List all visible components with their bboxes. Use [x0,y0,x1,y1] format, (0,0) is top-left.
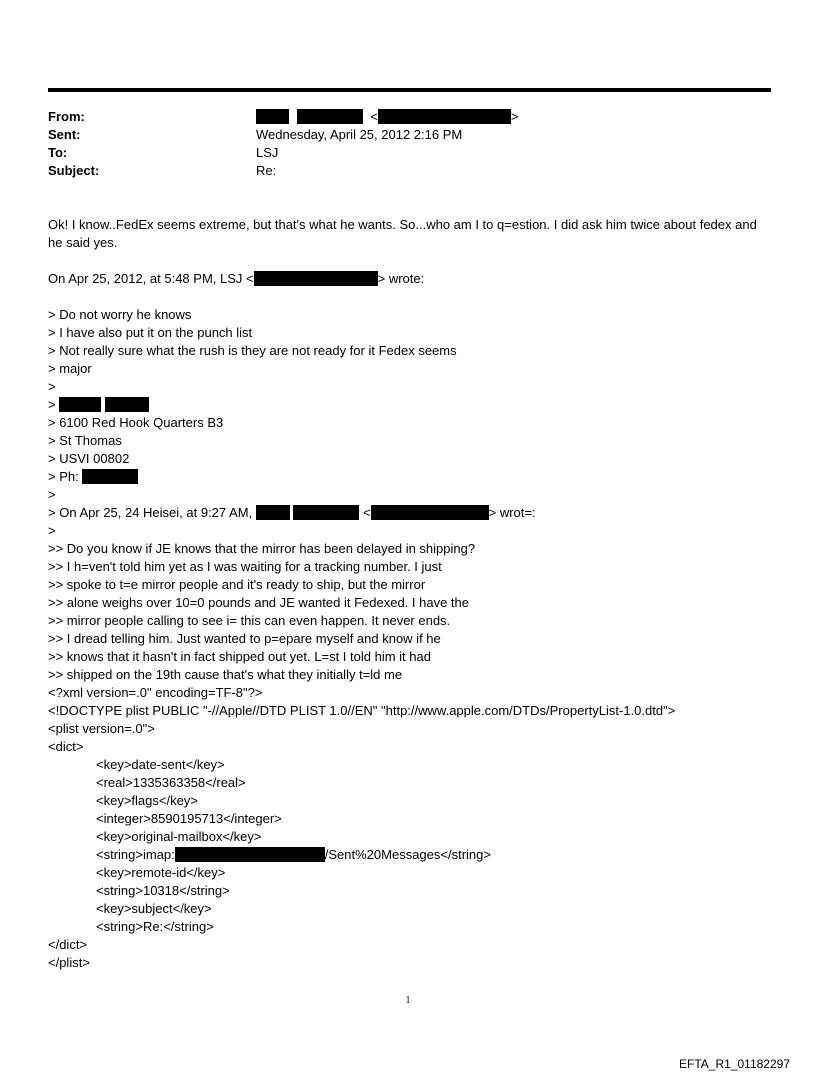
phone-line [48,468,138,486]
xml-line: <string>Re:</string> [96,919,214,934]
address-line: > USVI 00802 [48,451,130,466]
redaction [371,505,489,520]
xml-line: <dict> [48,739,84,754]
wrote-prefix: On Apr 25, 2012, at 5:48 PM, LSJ < [48,271,254,286]
xml-line: <key>remote-id</key> [96,865,226,880]
xml-line: <?xml version=.0" encoding=TF-8"?> [48,685,263,700]
wrote-suffix: > wrote: [377,271,425,286]
to-value: LSJ [256,145,279,160]
redaction [256,109,289,124]
document-id: EFTA_R1_01182297 [679,1057,790,1071]
redaction [254,271,378,286]
quoted-line: >> alone weighs over 10=0 pounds and JE wanted it Fedexed. I have the [48,595,469,610]
quoted-line: > [48,523,56,538]
xml-line: <string>10318</string> [96,883,230,898]
body-paragraph: Ok! I know..FedEx seems extreme, but that's what he wants. So...who am I to q=estion. I did ask him twice about fedex and he said yes. [48,217,757,250]
quoted-line: >> spoke to t=e mirror people and it's ready to ship, but the mirror [48,577,426,592]
xml-line: <key>subject</key> [96,901,212,916]
xml-line: <key>flags</key> [96,793,198,808]
address-line: > 6100 Red Hook Quarters B3 [48,415,224,430]
quoted-line: > I have also put it on the punch list [48,325,253,340]
sent-label: Sent: [48,127,81,142]
sent-value: Wednesday, April 25, 2012 2:16 PM [256,127,463,142]
xml-line: <plist version=.0"> [48,721,155,736]
redaction [297,109,363,124]
redacted-name-line [48,396,149,414]
wrote2-angle-open: < [363,505,371,520]
quoted-line: > Do not worry he knows [48,307,192,322]
xml-line: <real>1335363358</real> [96,775,246,790]
header-rule [48,88,771,92]
xml-line: <!DOCTYPE plist PUBLIC "-//Apple//DTD PLIST 1.0//EN" "http://www.apple.com/DTDs/PropertyList-1.0.dtd"> [48,703,676,718]
redaction [105,397,149,412]
quoted-line: > [48,379,56,394]
quoted-line: >> knows that it hasn't in fact shipped out yet. L=st I told him it had [48,649,431,664]
redaction [293,505,359,520]
xml-line: </dict> [48,937,88,952]
imap-prefix: <string>imap: [96,847,175,862]
quoted-line: >> mirror people calling to see i= this can even happen. It never ends. [48,613,451,628]
quoted-line: > major [48,361,92,376]
wrote2-prefix: > On Apr 25, 24 Heisei, at 9:27 AM, [48,505,253,520]
to-label: To: [48,145,68,160]
xml-line: </plist> [48,955,90,970]
from-angle-open: < [370,109,378,124]
quoted-line: >> Do you know if JE knows that the mirror has been delayed in shipping? [48,541,476,556]
from-value [256,108,518,126]
phone-label: > Ph: [48,469,79,484]
quoted-line: >> I h=ven't told him yet as I was waiting for a tracking number. I just [48,559,442,574]
address-line: > St Thomas [48,433,122,448]
wrote-line [48,270,424,288]
quoted-line: > Not really sure what the rush is they are not ready for it Fedex seems [48,343,457,358]
page-number: 1 [405,995,411,1006]
quoted-line: >> shipped on the 19th cause that's what they initially t=ld me [48,667,403,682]
xml-line: <integer>8590195713</integer> [96,811,282,826]
quoted-line: >> I dread telling him. Just wanted to p=epare myself and know if he [48,631,441,646]
quote-marker: > [48,397,56,412]
from-angle-close: > [510,109,519,124]
quoted-line: > [48,487,56,502]
subject-value: Re: [256,163,277,178]
xml-line: <key>date-sent</key> [96,757,225,772]
subject-label: Subject: [48,163,100,178]
wrote2-suffix: > wrot=: [488,505,536,520]
imap-suffix: /Sent%20Messages</string> [324,847,491,862]
from-label: From: [48,109,85,124]
redaction [82,469,138,484]
redaction [59,397,101,412]
wrote2-line [48,504,536,522]
redaction [256,505,290,520]
redaction [175,847,325,862]
xml-line: <key>original-mailbox</key> [96,829,262,844]
imap-line [96,846,491,864]
redaction [378,109,511,124]
